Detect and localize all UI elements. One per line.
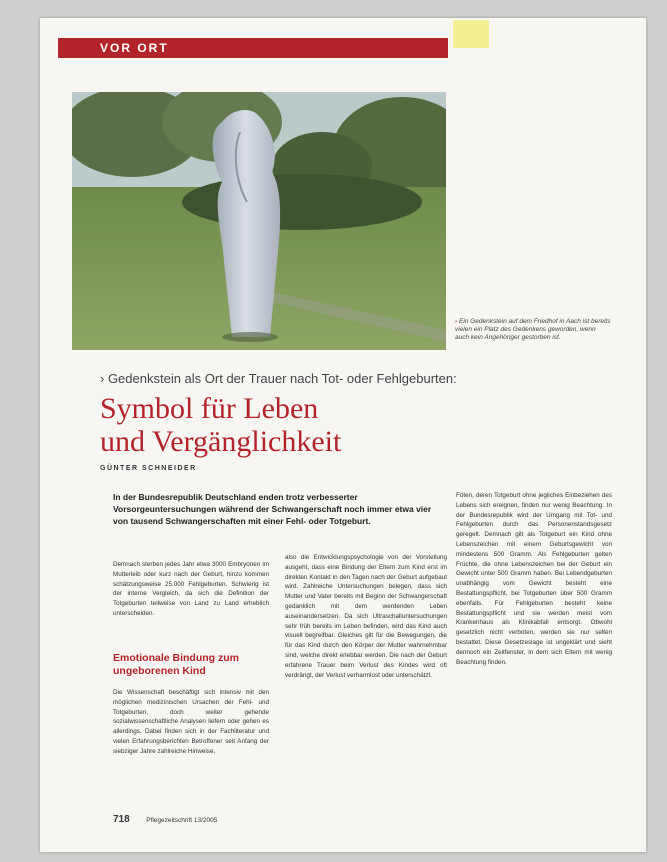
body-column-1-cont: Die Wissenschaft beschäftigt sich intensiv mit den möglichen medizinischen Ursachen der Fehl- und Totgeburten, doch weiter gehende sozialwissenschaftliche Analysen liefern oder gehen es allerdings. Dabei finden sich in der Fachliteratur und vielen Erfahrungsberichten Betroffener seit Anfang der siebziger Jahre zahlreiche Hinweise, bbox=[113, 689, 269, 755]
caption-text: Ein Gedenkstein auf dem Friedhof in Aach ist bereits vielen ein Platz des Gedenkens geworden, wenn auch kein Angehöriger gestorben ist. bbox=[455, 318, 611, 341]
sticky-note bbox=[453, 20, 489, 48]
article-author: GÜNTER SCHNEIDER bbox=[100, 465, 197, 472]
publication-source: Pflegezeitschrift 13/2005 bbox=[146, 817, 218, 824]
article-lead: In der Bundesrepublik Deutschland enden trotz verbesserter Vorsorgeuntersuchungen während der Schwangerschaft noch immer etwa vier von tausend Schwangerschaften mit einer Fehl- oder Totgeburt. bbox=[113, 492, 432, 526]
body-column-2: also die Entwicklungspsychologie von der Vorstellung ausgeht, dass eine Bindung der Eltern zum Kind erst im direkten Kontakt in den Tagen nach der Geburt aufgebaut wird. Zahlreiche Untersuchungen belegen, dass sich Mutter und Vater bereits mit Beginn der Schwangerschaft gedanklich mit dem werdenden Leben auseinandersetzen. Da sich Ultraschalluntersuchungen sehr früh bereits im Leben befinden, wird das Kind auch visuell begreifbar. Gleiches gilt für die Bewegungen, die für das Kind durch den Körper der Mutter wahrnehmbar sind, welche direkt erlebbar werden. Die nach der Geburt erfahrene Trauer beim Verlust des Kindes wird oft verdrängt, der Verlust verharmlost oder unterschätzt. bbox=[285, 554, 447, 679]
title-line-2: und Vergänglichkeit bbox=[100, 425, 342, 458]
photo-caption bbox=[455, 318, 611, 342]
caption-marker-icon: › bbox=[455, 318, 458, 325]
article-subhead: Emotionale Bindung zum ungeborenen Kind bbox=[113, 652, 239, 677]
article-title bbox=[100, 392, 500, 458]
angel-sculpture-photo bbox=[72, 92, 446, 350]
page-number: 718 bbox=[113, 814, 130, 825]
photo-image bbox=[72, 92, 446, 350]
body-column-1: Demnach sterben jedes Jahr etwa 3000 Embryonen im Mutterleib oder kurz nach der Geburt, hinzu kommen schätzungsweise 25.000 Fehlgeburten. Schwierig ist der interne Vergleich, da sich die Definition der Totgeburten teilweise von Land zu Land erheblich unterscheiden. bbox=[113, 561, 269, 617]
section-label: VOR ORT bbox=[100, 41, 169, 55]
article-kicker: › Gedenkstein als Ort der Trauer nach Tot- oder Fehlgeburten: bbox=[100, 371, 457, 386]
body-column-3: Föten, deren Totgeburt ohne jegliches Einbeziehen des Lebens sich ereignen, finden nur wenig Beachtung. In der Bundesrepublik wird der Umgang mit Tot- und Fehlgeburten durch das Personenstandsgesetz geregelt. Demnach gilt als Totgeburt ein Kind ohne Lebenszeichen mit einem Geburtsgewicht von mindestens 500 Gramm. Als Fehlgeburten gelten Früchte, die ohne Lebenszeichen bei der Geburt ein Gewicht unter 500 Gramm haben. Bei Lebendgeburten unabhängig vom Gewicht besteht eine Bestattungspflicht, bei Totgeburten über 500 Gramm ebenfalls. Für Fehlgeburten besteht keine Bestattungspflicht und sie werden meist vom Krankenhaus als Klinikabfall entsorgt. Obwohl gesetzlich nicht verboten, werden sie nur selten bestattet. Diese Gesetzeslage ist ungeklärt und sieht dennoch ein Zeitfenster, in dem sich Eltern mit wenig Beachtung finden. bbox=[456, 492, 612, 666]
title-line-1: Symbol für Leben bbox=[100, 392, 319, 425]
page-footer bbox=[113, 814, 217, 825]
